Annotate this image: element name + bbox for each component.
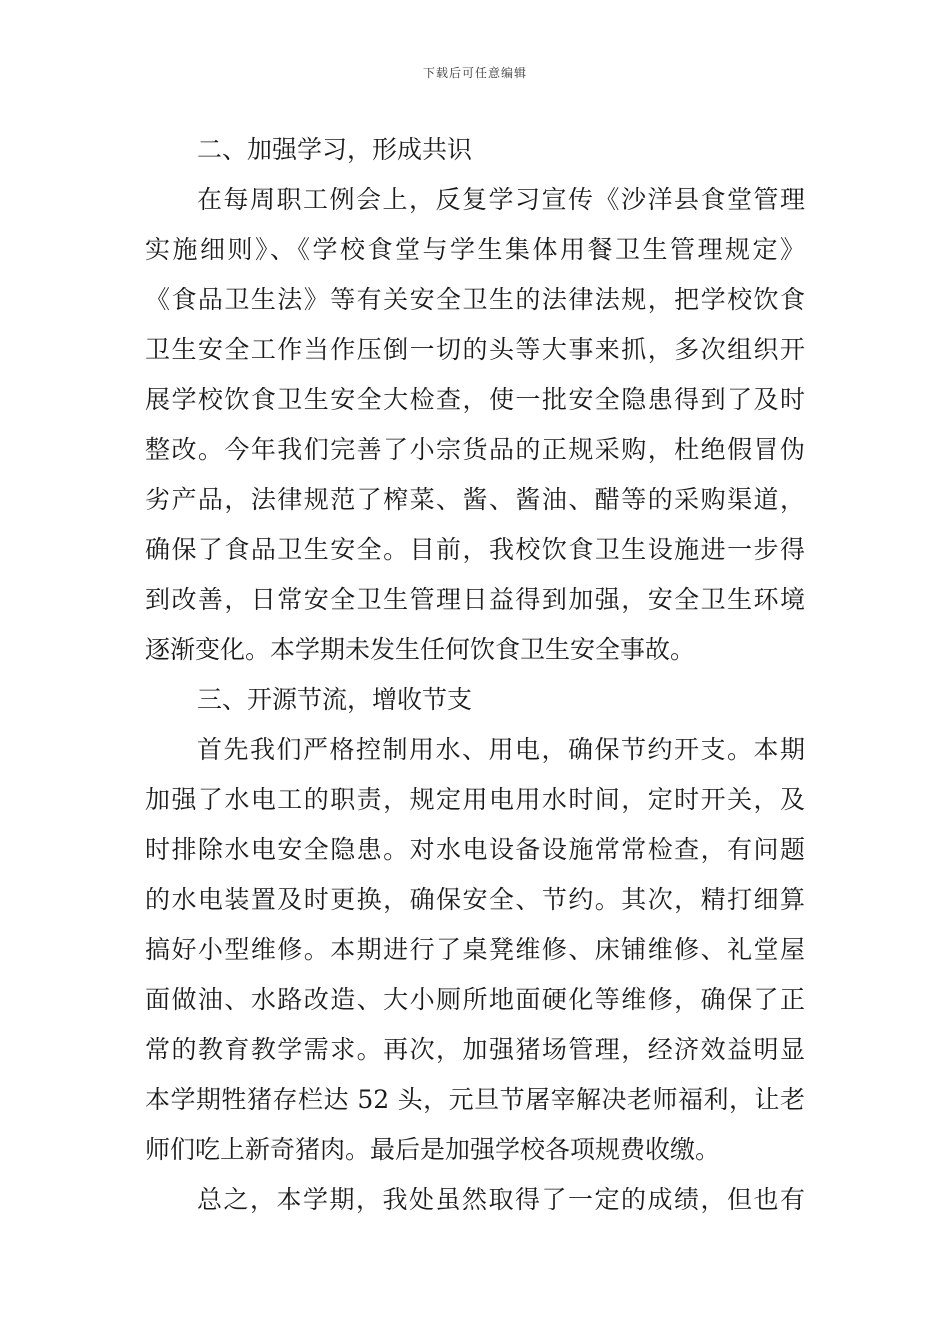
text-line: 时排除水电安全隐患。对水电设备设施常常检查，有问题 [145, 835, 805, 864]
text-line: 《食品卫生法》等有关安全卫生的法律法规，把学校饮食 [145, 285, 805, 314]
page-header: 下载后可任意编辑 [422, 66, 527, 80]
text-line: 二、加强学习，形成共识 [197, 135, 473, 164]
text-line: 展学校饮食卫生安全大检查，使一批安全隐患得到了及时 [145, 385, 805, 414]
text-line: 在每周职工例会上，反复学习宣传《沙洋县食堂管理 [197, 185, 805, 214]
text-line: 首先我们严格控制用水、用电，确保节约开支。本期 [197, 735, 805, 764]
text-line: 总之，本学期，我处虽然取得了一定的成绩，但也有 [197, 1185, 805, 1214]
text-line: 常的教育教学需求。再次，加强猪场管理，经济效益明显 [145, 1035, 805, 1064]
text-line: 逐渐变化。本学期未发生任何饮食卫生安全事故。 [145, 635, 696, 664]
text-line: 卫生安全工作当作压倒一切的头等大事来抓，多次组织开 [145, 335, 805, 364]
text-line: 确保了食品卫生安全。目前，我校饮食卫生设施进一步得 [145, 535, 805, 564]
text-line: 加强了水电工的职责，规定用电用水时间，定时开关，及 [145, 785, 805, 814]
text-line: 本学期牲猪存栏达 52 头，元旦节屠宰解决老师福利，让老 [145, 1085, 805, 1114]
text-line: 面做油、水路改造、大小厕所地面硬化等维修，确保了正 [145, 985, 805, 1014]
text-line: 实施细则》、《学校食堂与学生集体用餐卫生管理规定》 [145, 235, 805, 264]
text-line: 劣产品，法律规范了榨菜、酱、酱油、醋等的采购渠道， [145, 485, 805, 514]
text-line: 三、开源节流，增收节支 [197, 685, 473, 714]
text-line: 师们吃上新奇猪肉。最后是加强学校各项规费收缴。 [145, 1135, 721, 1164]
text-line: 搞好小型维修。本期进行了桌凳维修、床铺维修、礼堂屋 [145, 935, 805, 964]
document-body [145, 125, 805, 1225]
text-line: 整改。今年我们完善了小宗货品的正规采购，杜绝假冒伪 [145, 435, 805, 464]
text-line: 到改善，日常安全卫生管理日益得到加强，安全卫生环境 [145, 585, 805, 614]
text-line: 的水电装置及时更换，确保安全、节约。其次，精打细算 [145, 885, 805, 914]
